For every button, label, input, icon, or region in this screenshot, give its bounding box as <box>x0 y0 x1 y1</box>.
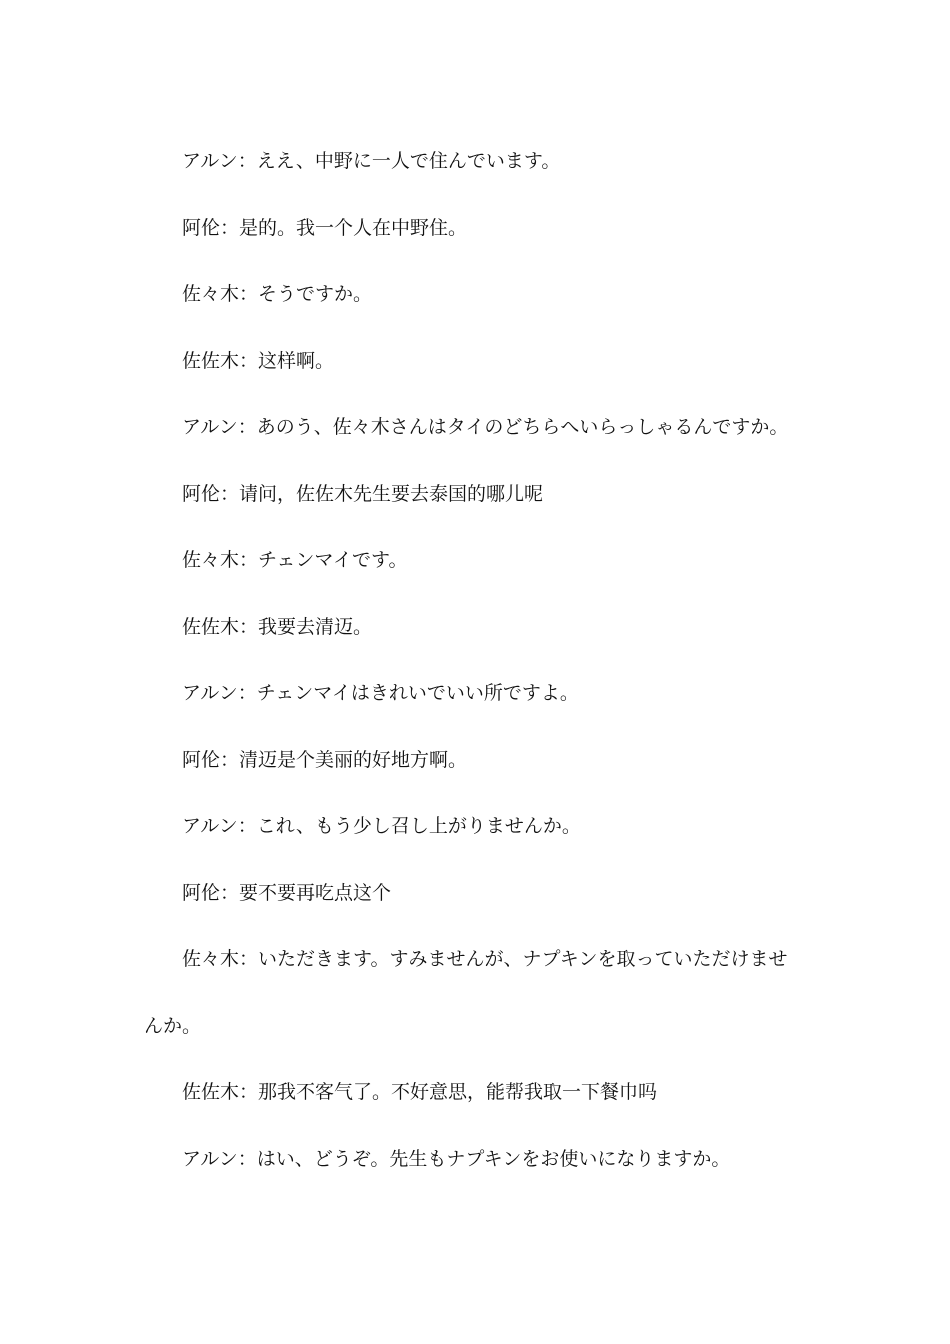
dialogue-line: 佐佐木：那我不客气了。不好意思，能帮我取一下餐巾吗 <box>182 1081 658 1103</box>
dialogue-line: アルン：ええ、中野に一人で住んでいます。 <box>182 150 561 172</box>
dialogue-line: アルン：あのう、佐々木さんはタイのどちらへいらっしゃるんですか。 <box>182 416 789 438</box>
dialogue-line: 佐佐木：这样啊。 <box>182 349 335 372</box>
dialogue-line: 阿伦：清迈是个美丽的好地方啊。 <box>182 748 468 771</box>
dialogue-line: 佐々木：そうですか。 <box>182 283 373 305</box>
dialogue-line: アルン：チェンマイはきれいでいい所ですよ。 <box>182 682 579 704</box>
dialogue-line: 佐々木：チェンマイです。 <box>182 549 408 571</box>
dialogue-line: 阿伦：请问，佐佐木先生要去泰国的哪儿呢 <box>182 482 544 505</box>
dialogue-line: アルン：これ、もう少し召し上がりませんか。 <box>182 815 581 837</box>
dialogue-line: 阿伦：是的。我一个人在中野住。 <box>182 216 468 239</box>
dialogue-line: 佐々木：いただきます。すみませんが、ナプキンを取っていただけませんか。 <box>144 948 788 1037</box>
dialogue-line: 佐佐木：我要去清迈。 <box>182 615 373 638</box>
dialogue-line: 阿伦：要不要再吃点这个 <box>182 881 392 904</box>
dialogue-line: アルン：はい、どうぞ。先生もナプキンをお使いになりますか。 <box>182 1147 731 1170</box>
dialogue-text <box>144 128 804 1192</box>
